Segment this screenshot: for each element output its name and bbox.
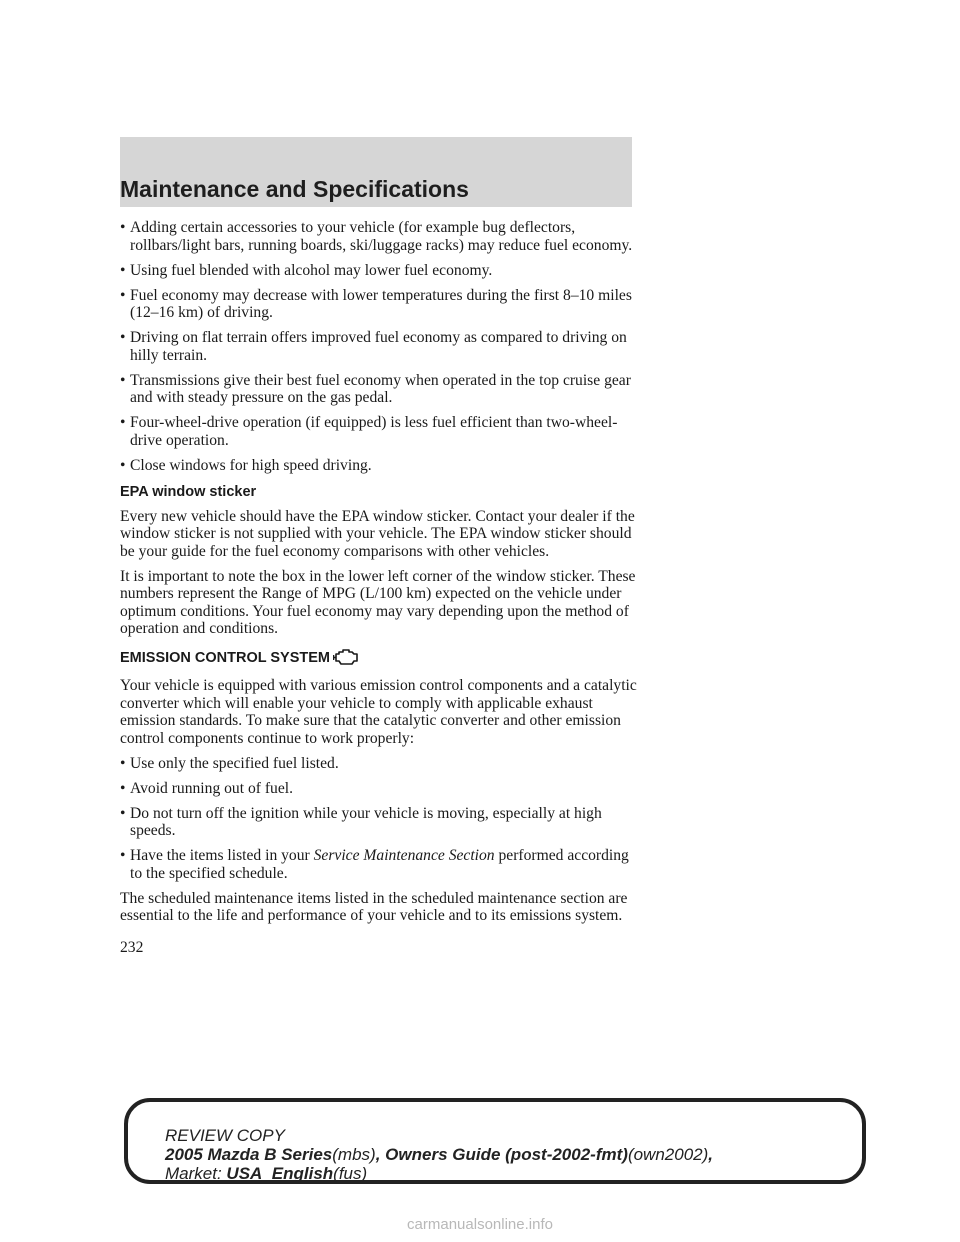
emission-intro: Your vehicle is equipped with various emission control components and a catalytic converter which will enable your vehicle to comply with applicable exhaust emission standards. To make sure that the catalytic converter and other emission control components continue to work properly: [120, 677, 637, 747]
review-copy-label: REVIEW COPY [165, 1126, 285, 1145]
epa-heading: EPA window sticker [120, 484, 257, 500]
list-item: • Transmissions give their best fuel economy when operated in the top cruise gear and with steady pressure on the gas pedal. [120, 371, 631, 406]
list-item: • Using fuel blended with alcohol may lower fuel economy. [120, 261, 493, 279]
page-content [120, 219, 640, 956]
epa-paragraph: It is important to note the box in the lower left corner of the window sticker. These numbers represent the Range of MPG (L/100 km) expected on the vehicle under optimum conditions. Your fuel economy may vary depending upon the method of operation and conditions. [120, 567, 636, 637]
list-item: • Driving on flat terrain offers improved fuel economy as compared to driving on hilly terrain. [120, 329, 627, 364]
watermark: carmanualsonline.info [407, 1216, 553, 1233]
document-identifier: 2005 Mazda B Series(mbs), Owners Guide (post-2002-fmt)(own2002), [165, 1145, 713, 1164]
emission-heading-text: EMISSION CONTROL SYSTEM [120, 649, 331, 666]
list-item: • Have the items listed in your Service Maintenance Section performed according to the specified schedule. [120, 847, 629, 882]
review-copy-text [165, 1126, 865, 1183]
market-identifier: Market: USA_English(fus) [165, 1164, 368, 1183]
emission-list [120, 755, 640, 883]
page-title: Maintenance and Specifications [120, 176, 469, 202]
page-number: 232 [120, 938, 144, 956]
service-maintenance-reference: Service Maintenance Section [313, 847, 495, 864]
list-item: • Do not turn off the ignition while your vehicle is moving, especially at high speeds. [120, 804, 602, 839]
list-item: • Avoid running out of fuel. [120, 779, 293, 797]
list-item: • Fuel economy may decrease with lower temperatures during the first 8–10 miles (12–16 km) of driving. [120, 286, 632, 321]
list-item: • Four-wheel-drive operation (if equipped) is less fuel efficient than two-wheel-drive operation. [120, 414, 618, 449]
list-item: • Adding certain accessories to your vehicle (for example bug deflectors, rollbars/light bars, running boards, ski/luggage racks) may reduce fuel economy. [120, 219, 633, 254]
emission-heading [120, 648, 640, 672]
list-item: • Close windows for high speed driving. [120, 456, 372, 474]
list-item: • Use only the specified fuel listed. [120, 754, 339, 772]
engine-icon [333, 648, 359, 672]
fuel-tips-list [120, 219, 640, 474]
epa-paragraph: Every new vehicle should have the EPA window sticker. Contact your dealer if the window sticker is not supplied with your vehicle. The EPA window sticker should be your guide for the fuel economy comparisons with other vehicles. [120, 507, 635, 560]
emission-closing: The scheduled maintenance items listed in the scheduled maintenance section are essential to the life and performance of your vehicle and to its emissions system. [120, 889, 628, 924]
